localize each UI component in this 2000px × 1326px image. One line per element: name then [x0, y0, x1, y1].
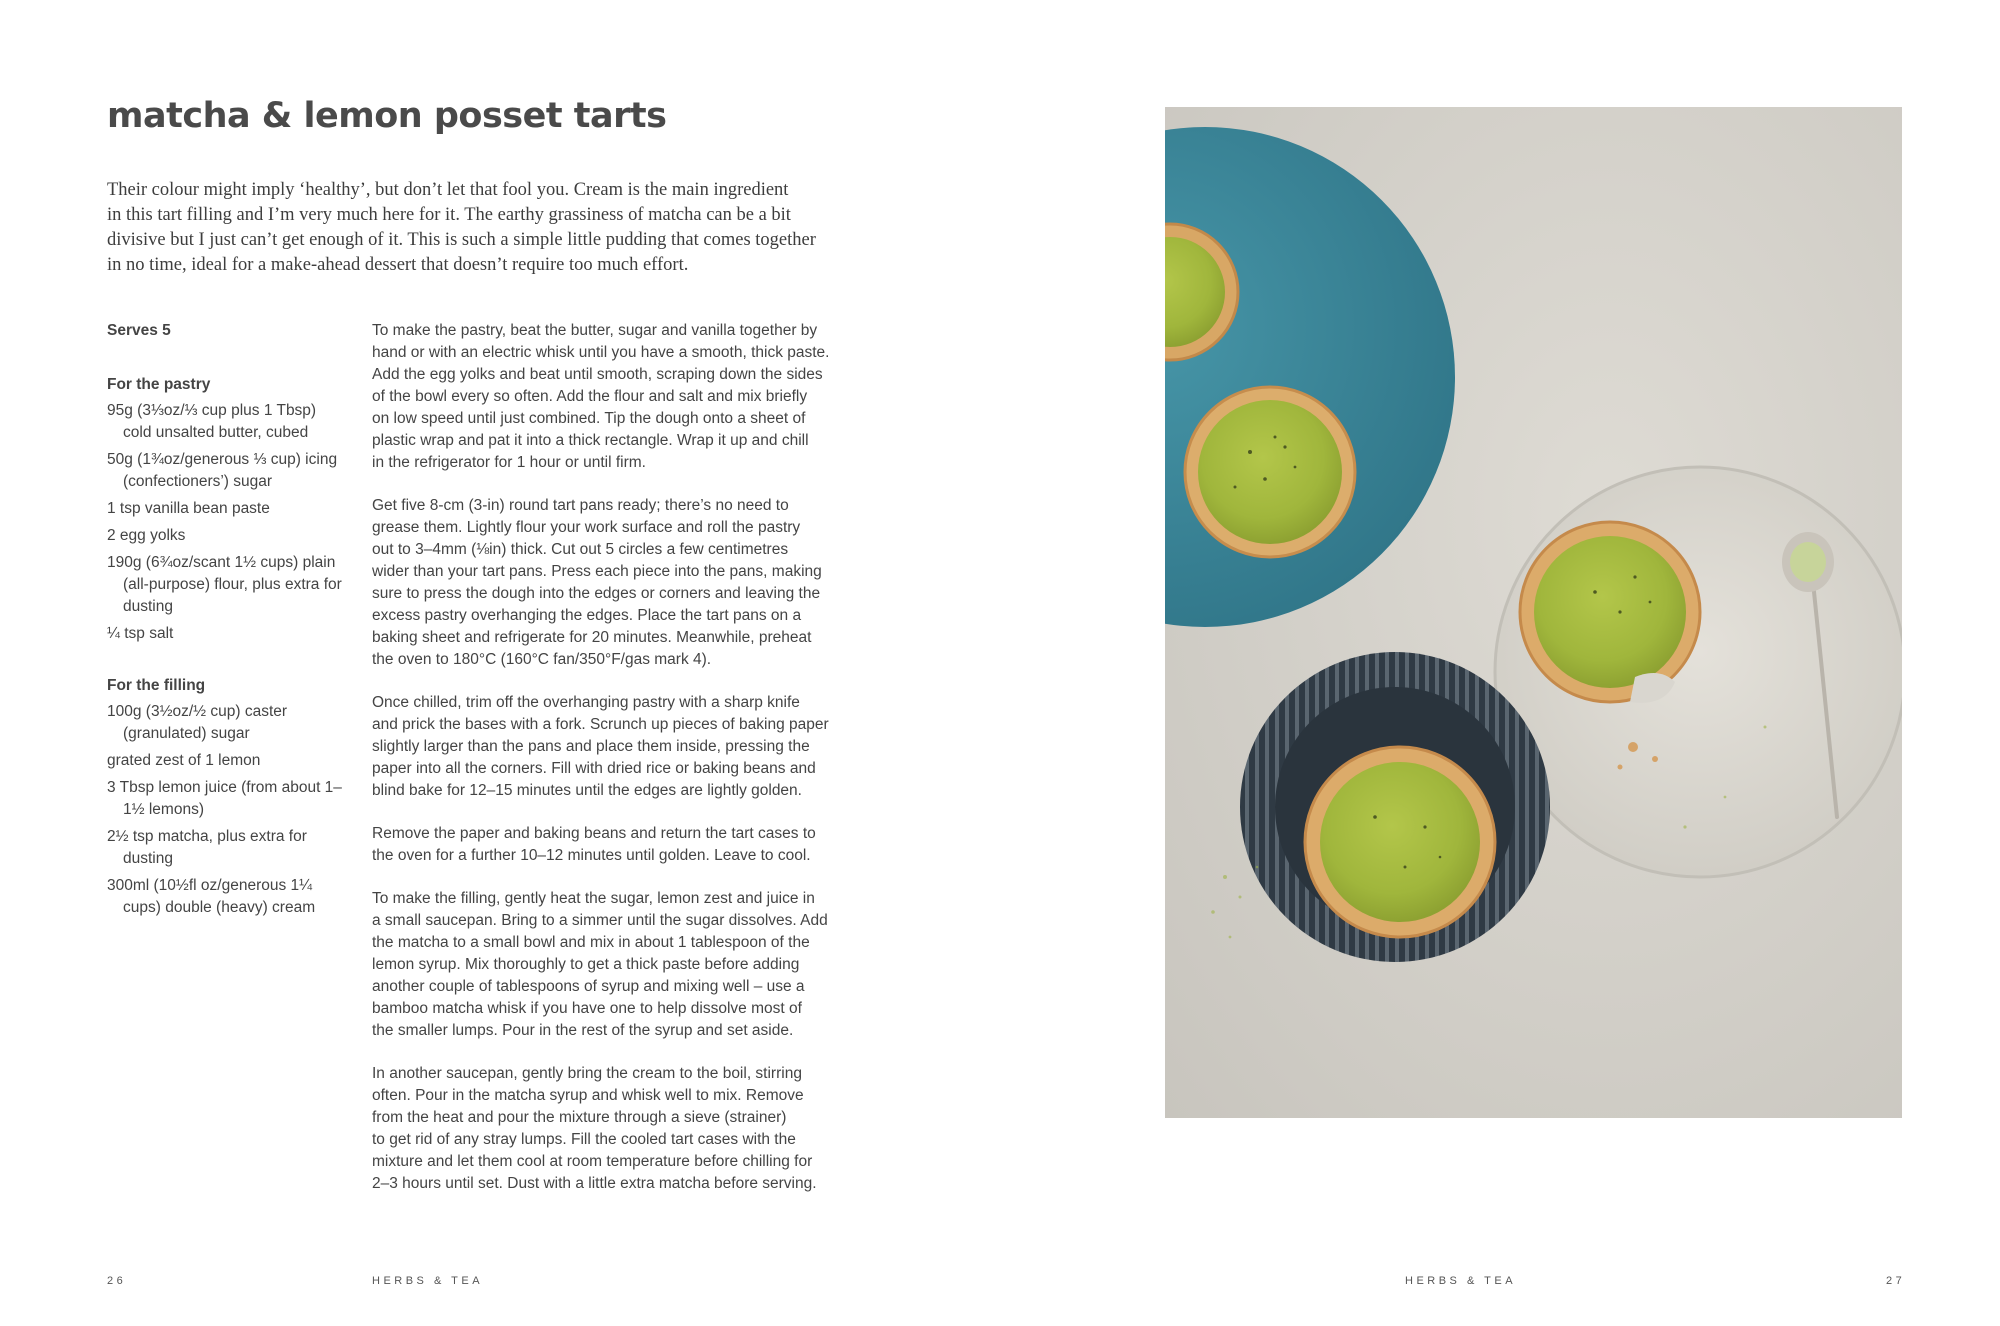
filling-heading: For the filling — [107, 677, 206, 694]
serves-count: Serves 5 — [107, 322, 171, 339]
method-line: blind bake for 12–15 minutes until the edges are lightly golden. — [372, 782, 802, 799]
recipe-intro — [107, 178, 867, 278]
method-line: the matcha to a small bowl and mix in about 1 tablespoon of the — [372, 934, 810, 951]
method-line: plastic wrap and pat it into a thick rectangle. Wrap it up and chill — [372, 432, 809, 449]
method-line: Get five 8-cm (3-in) round tart pans ready; there’s no need to — [372, 497, 789, 514]
method-line: To make the filling, gently heat the sugar, lemon zest and juice in — [372, 890, 815, 907]
ingredient-item: 2½ tsp matcha, plus extra for dusting — [107, 828, 307, 867]
method-line: to get rid of any stray lumps. Fill the cooled tart cases with the — [372, 1131, 796, 1148]
intro-line: Their colour might imply ‘healthy’, but don’t let that fool you. Cream is the main ingredient — [107, 180, 789, 200]
intro-line: in this tart filling and I’m very much here for it. The earthy grassiness of matcha can be a bit — [107, 205, 791, 225]
ingredient-item: grated zest of 1 lemon — [107, 752, 261, 769]
method-step — [372, 1063, 887, 1195]
page-number-right: 27 — [1886, 1275, 1906, 1287]
method-line: in the refrigerator for 1 hour or until firm. — [372, 454, 646, 471]
ingredient-item: 50g (1¾oz/generous ⅓ cup) icing (confectioners’) sugar — [107, 451, 338, 490]
method-line: bamboo matcha whisk if you have one to help dissolve most of — [372, 1000, 802, 1017]
method-line: sure to press the dough into the edges or corners and leaving the — [372, 585, 821, 602]
tart-bitten — [1520, 522, 1700, 703]
method-line: a small saucepan. Bring to a simmer until the sugar dissolves. Add — [372, 912, 828, 929]
pastry-heading: For the pastry — [107, 376, 211, 393]
method-line: the oven for a further 10–12 minutes until golden. Leave to cool. — [372, 847, 811, 864]
method-line: hand or with an electric whisk until you have a smooth, thick paste. — [372, 344, 830, 361]
pastry-ingredient-list — [107, 400, 347, 645]
ingredient-item: 95g (3⅓oz/⅓ cup plus 1 Tbsp) cold unsalted butter, cubed — [107, 402, 317, 441]
tart-photo-illustration — [1165, 107, 1902, 1118]
method-step — [372, 823, 887, 867]
method-line: the smaller lumps. Pour in the rest of the syrup and set aside. — [372, 1022, 794, 1039]
method-line: often. Pour in the matcha syrup and whisk well to mix. Remove — [372, 1087, 804, 1104]
ingredient-item: 300ml (10½fl oz/generous 1¼ cups) double (heavy) cream — [107, 877, 316, 916]
method-line: the oven to 180°C (160°C fan/350°F/gas mark 4). — [372, 651, 712, 668]
method-line: 2–3 hours until set. Dust with a little extra matcha before serving. — [372, 1175, 817, 1192]
right-page — [1000, 0, 2000, 1326]
method-line: on low speed until just combined. Tip the dough onto a sheet of — [372, 410, 806, 427]
ingredient-item: 100g (3½oz/½ cup) caster (granulated) sugar — [107, 703, 288, 742]
method-line: and prick the bases with a fork. Scrunch up pieces of baking paper — [372, 716, 829, 733]
method-line: mixture and let them cool at room temperature before chilling for — [372, 1153, 813, 1170]
tart-middle — [1185, 387, 1355, 557]
ingredient-item: 1 tsp vanilla bean paste — [107, 500, 270, 517]
intro-line: in no time, ideal for a make-ahead dessert that doesn’t require too much effort. — [107, 255, 689, 275]
method-line: paper into all the corners. Fill with dried rice or baking beans and — [372, 760, 816, 777]
ingredients-column — [107, 320, 347, 949]
running-footer-left: HERBS & TEA — [372, 1275, 484, 1287]
method-line: In another saucepan, gently bring the cream to the boil, stirring — [372, 1065, 802, 1082]
method-line: excess pastry overhanging the edges. Place the tart pans on a — [372, 607, 802, 624]
tart-photo — [1165, 107, 1902, 1118]
filling-ingredient-list — [107, 701, 347, 919]
method-line: baking sheet and refrigerate for 20 minutes. Meanwhile, preheat — [372, 629, 812, 646]
intro-line: divisive but I just can’t get enough of it. This is such a simple little pudding that comes together — [107, 230, 816, 250]
method-line: wider than your tart pans. Press each piece into the pans, making — [372, 563, 822, 580]
method-step — [372, 320, 887, 474]
method-line: out to 3–4mm (⅛in) thick. Cut out 5 circles a few centimetres — [372, 541, 789, 558]
method-line: from the heat and pour the mixture through a sieve (strainer) — [372, 1109, 787, 1126]
page-number-left: 26 — [107, 1275, 127, 1287]
method-line: Add the egg yolks and beat until smooth, scraping down the sides — [372, 366, 823, 383]
method-line: grease them. Lightly flour your work surface and roll the pastry — [372, 519, 801, 536]
ingredient-item: ¼ tsp salt — [107, 625, 174, 642]
method-line: slightly larger than the pans and place them inside, pressing the — [372, 738, 810, 755]
tart-bottom — [1305, 747, 1495, 937]
method-line: another couple of tablespoons of syrup and mixing well – use a — [372, 978, 805, 995]
method-step — [372, 495, 887, 671]
method-line: Remove the paper and baking beans and return the tart cases to — [372, 825, 816, 842]
ingredient-item: 190g (6¾oz/scant 1½ cups) plain (all-purpose) flour, plus extra for dusting — [107, 554, 342, 615]
method-line: of the bowl every so often. Add the flour and salt and mix briefly — [372, 388, 808, 405]
recipe-title: matcha & lemon posset tarts — [107, 96, 667, 136]
method-column — [372, 320, 887, 1216]
method-step — [372, 888, 887, 1042]
method-line: Once chilled, trim off the overhanging pastry with a sharp knife — [372, 694, 800, 711]
method-line: lemon syrup. Mix thoroughly to get a thick paste before adding — [372, 956, 800, 973]
running-footer-right: HERBS & TEA — [1405, 1275, 1517, 1287]
blue-plate — [1165, 127, 1455, 627]
method-step — [372, 692, 887, 802]
method-line: To make the pastry, beat the butter, sugar and vanilla together by — [372, 322, 818, 339]
ingredient-item: 3 Tbsp lemon juice (from about 1–1½ lemons) — [107, 779, 342, 818]
ingredient-item: 2 egg yolks — [107, 527, 186, 544]
